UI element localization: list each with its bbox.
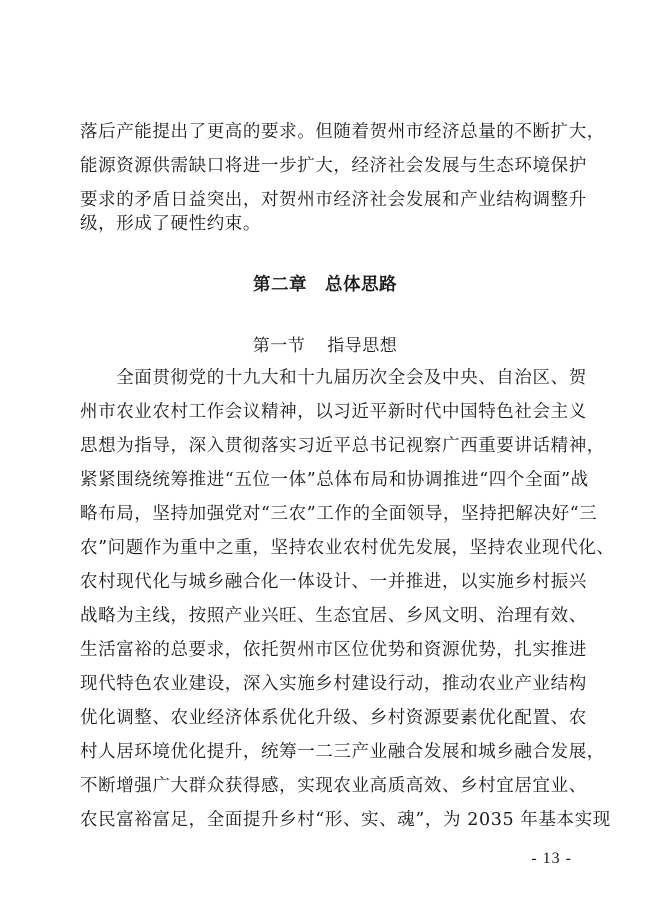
intro-line-2: 能源资源供需缺口将进一步扩大，经济社会发展与生态环境保护 bbox=[80, 156, 587, 176]
body-line-13: 不断增强广大群众获得感，实现农业高质高效、乡村宜居宜业、 bbox=[80, 776, 587, 796]
body-line-8: 战略为主线，按照产业兴旺、生态宜居、乡风文明、治理有效、 bbox=[80, 606, 587, 626]
body-line-12: 村人居环境优化提升，统筹一二三产业融合发展和城乡融合发展， bbox=[80, 742, 605, 762]
intro-line-4: 级，形成了硬性约束。 bbox=[80, 214, 261, 234]
chapter-title: 总体思路 bbox=[325, 275, 397, 295]
intro-line-3: 要求的矛盾日益突出，对贺州市经济社会发展和产业结构调整升 bbox=[80, 190, 587, 210]
body-line-6: 农”问题作为重中之重，坚持农业农村优先发展，坚持农业现代化、 bbox=[80, 538, 615, 558]
body-line-10: 现代特色农业建设，深入实施乡村建设行动，推动农业产业结构 bbox=[80, 674, 587, 694]
chapter-number: 第二章 bbox=[253, 275, 307, 295]
section-heading bbox=[0, 338, 650, 355]
body-line-5: 略布局，坚持加强党对“三农”工作的全面领导，坚持把解决好“三 bbox=[80, 504, 598, 524]
intro-line-1: 落后产能提出了更高的要求。但随着贺州市经济总量的不断扩大， bbox=[80, 122, 605, 142]
page-number: - 13 - bbox=[531, 850, 572, 867]
body-line-14: 农民富裕富足，全面提升乡村“形、实、魂”，为 2035 年基本实现 bbox=[80, 810, 611, 830]
body-line-11: 优化调整、农业经济体系优化升级、乡村资源要素优化配置、农 bbox=[80, 708, 587, 728]
section-number: 第一节 bbox=[252, 336, 306, 356]
chapter-heading bbox=[0, 277, 650, 295]
body-line-4: 紧紧围绕统筹推进“五位一体”总体布局和协调推进“四个全面”战 bbox=[80, 470, 589, 490]
body-line-3: 思想为指导，深入贯彻落实习近平总书记视察广西重要讲话精神， bbox=[80, 436, 605, 456]
section-title: 指导思想 bbox=[327, 336, 398, 356]
body-line-7: 农村现代化与城乡融合化一体设计、一并推进，以实施乡村振兴 bbox=[80, 572, 587, 592]
body-line-2: 州市农业农村工作会议精神，以习近平新时代中国特色社会主义 bbox=[80, 402, 587, 422]
body-line-1: 全面贯彻党的十九大和十九届历次全会及中央、自治区、贺 bbox=[80, 368, 587, 388]
body-line-9: 生活富裕的总要求，依托贺州市区位优势和资源优势，扎实推进 bbox=[80, 640, 587, 660]
